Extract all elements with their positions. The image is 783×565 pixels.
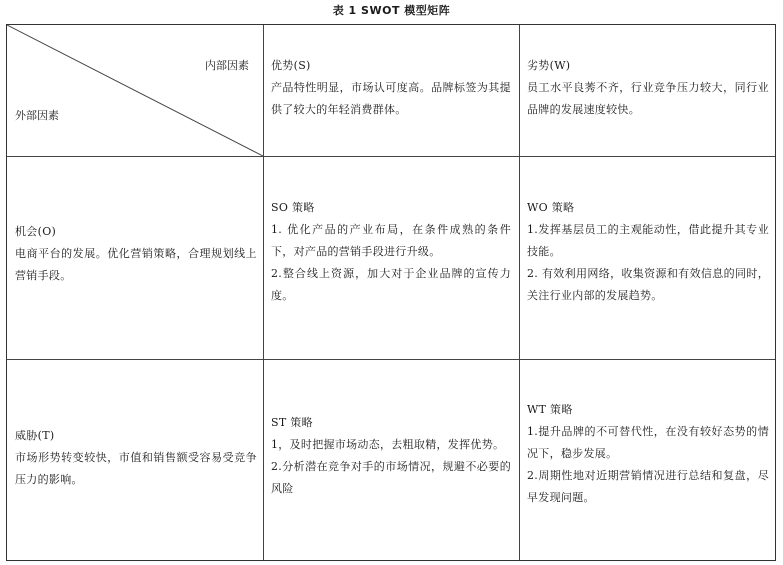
opportunities-title: 机会(O) (15, 225, 57, 238)
so-strategy-title: SO 策略 (271, 201, 315, 214)
threats-cell (15, 425, 257, 491)
wo-strategy-cell (527, 197, 769, 307)
row-divider (7, 156, 775, 157)
column-divider (263, 25, 264, 560)
wo-strategy-title: WO 策略 (527, 201, 575, 214)
wt-strategy-title: WT 策略 (527, 403, 573, 416)
opportunities-text: 电商平台的发展。优化营销策略，合理规划线上营销手段。 (15, 247, 257, 282)
st-strategy-item-1: 1，及时把握市场动态，去粗取精，发挥优势。 (271, 438, 505, 451)
so-strategy-cell (271, 197, 511, 307)
table-caption: 表 1 SWOT 模型矩阵 (332, 4, 451, 17)
st-strategy-title: ST 策略 (271, 416, 313, 429)
strengths-text: 产品特性明显，市场认可度高。品牌标签为其提供了较大的年轻消费群体。 (271, 81, 511, 116)
so-strategy-item-1: 1. 优化产品的产业布局，在条件成熟的条件下，对产品的营销手段进行升级。 (271, 223, 511, 258)
st-strategy-item-2: 2.分析潜在竞争对手的市场情况，规避不必要的风险 (271, 460, 511, 495)
so-strategy-item-2: 2.整合线上资源，加大对于企业品牌的宣传力度。 (271, 267, 511, 302)
opportunities-cell (15, 221, 257, 287)
wo-strategy-item-2: 2. 有效利用网络，收集资源和有效信息的同时，关注行业内部的发展趋势。 (527, 267, 769, 302)
threats-title: 威胁(T) (15, 429, 55, 442)
wo-strategy-item-1: 1.发挥基层员工的主观能动性，借此提升其专业技能。 (527, 223, 769, 258)
wt-strategy-cell (527, 399, 769, 509)
header-diagonal-line (7, 25, 263, 156)
strengths-cell (271, 55, 511, 121)
weaknesses-title: 劣势(W) (527, 59, 571, 72)
weaknesses-text: 员工水平良莠不齐，行业竞争压力较大，同行业品牌的发展速度较快。 (527, 81, 769, 116)
wt-strategy-item-2: 2.周期性地对近期营销情况进行总结和复盘，尽早发现问题。 (527, 469, 769, 504)
swot-matrix-table (6, 24, 776, 561)
column-divider (519, 25, 520, 560)
st-strategy-cell (271, 412, 511, 500)
threats-text: 市场形势转变较快，市值和销售额受容易受竞争压力的影响。 (15, 451, 257, 486)
external-factors-label: 外部因素 (15, 109, 59, 122)
weaknesses-cell (527, 55, 769, 121)
internal-factors-label: 内部因素 (205, 59, 249, 72)
wt-strategy-item-1: 1.提升品牌的不可替代性，在没有较好态势的情况下，稳步发展。 (527, 425, 769, 460)
strengths-title: 优势(S) (271, 59, 311, 72)
row-divider (7, 359, 775, 360)
